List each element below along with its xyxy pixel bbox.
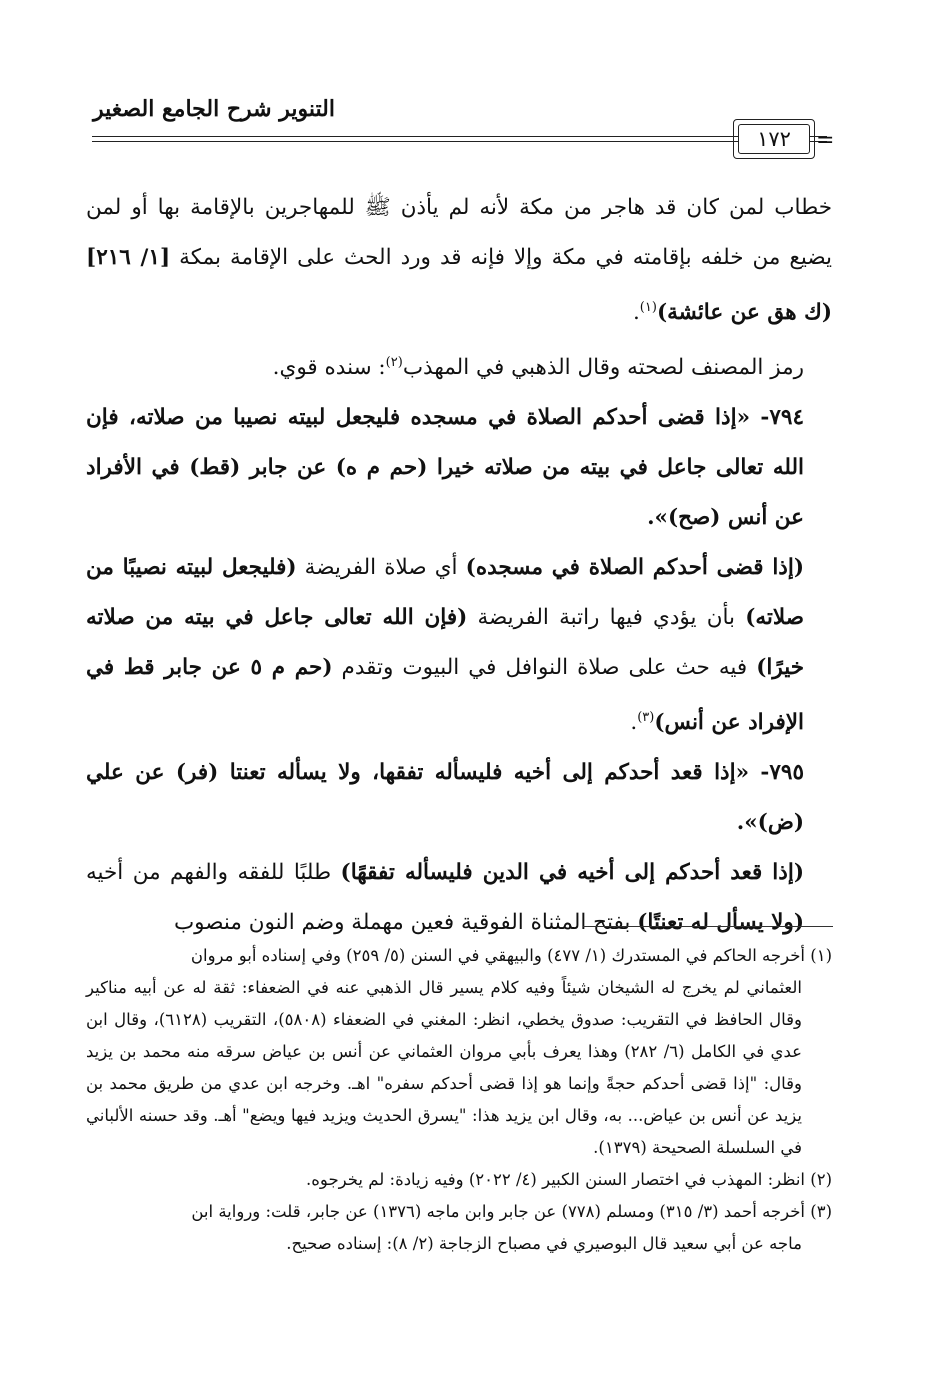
- matn-quote: (ولا يسأل له تعنتًا): [637, 910, 804, 936]
- commentary-794: (إذا قضى أحدكم الصلاة في مسجده) أي صلاة الفريضة (فليجعل لبيته نصيبًا من صلاته) بأن يؤدي فيها راتبة الفريضة (فإن الله تعالى جاعل في بيته من صلاته خيرًا) فيه حث على صلاة النوافل في البيوت وتقدم (حم م ٥ عن جابر قط في الإفراد عن أنس)$^{(٣)}$.: [86, 555, 805, 736]
- text-run: فيه حث على صلاة النوافل في البيوت وتقدم: [332, 655, 757, 681]
- hadith-795: ٧٩٥- «إذا قعد أحدكم إلى أخيه فليسأله تفقها، ولا يسأله تعنتا (فر) عن علي (ض)».: [86, 760, 804, 836]
- text-run: طلبًا للفقه والفهم من أخيه: [86, 860, 341, 886]
- text-run: أي صلاة الفريضة: [296, 555, 466, 581]
- footnote-ref[interactable]: (٢): [385, 355, 403, 371]
- footnote-1-continued: العثماني لم يخرج له الشيخان شيئاً وفيه كلام يسير قال الذهبي عنه في الضعفاء: ثقة له عن أبيه مناكير وقال الحافظ في التقريب: صدوق يخطي، انظر: المغني في الضعفاء (٥٨٠٨)، التقريب (٦١٢٨)، وقال ابن عدي في الكامل (٦/ ٢٨٢) وهذا يعرف بأبي مروان العثماني عن أنس بن عياض سرقه منه محمد بن يزيد وقال: "إذا قضى أحدكم حجةً وإنما هو إذا قضى أحدكم سفره" اهـ. وخرجه ابن عدي من طريق محمد بن يزيد عن أنس بن عياض... به، وقال ابن يزيد هذا: "يسرق الحديث ويزيد فيها ويضع" أهـ. وقد حسنه الألباني في السلسلة الصحيحة (١٣٧٩).: [86, 978, 802, 1157]
- header-rule-line: [92, 136, 827, 137]
- text-run: رمز المصنف لصحته وقال الذهبي في المهذب: [402, 355, 804, 381]
- matn-quote: (فإن الله تعالى جاعل في بيته من صلاته خيرًا): [86, 605, 804, 681]
- matn-quote: (فليجعل لبيته نصيبًا من صلاته): [86, 555, 804, 631]
- footnote-divider: [583, 926, 833, 927]
- footnote-3: (٣) أخرجه أحمد (٣/ ٣١٥) ومسلم (٧٧٨) عن جابر وابن ماجه (١٣٧٦) عن جابر، قلت: ورواية ابن: [191, 1202, 832, 1221]
- footnote-2: (٢) انظر: المهذب في اختصار السنن الكبير (٤/ ٢٠٢٢) وفيه زيادة: لم يخرجوه.: [306, 1170, 832, 1189]
- text-run: : سنده قوي.: [272, 355, 386, 381]
- footnote-ref[interactable]: (٣): [637, 710, 655, 726]
- footnote-ref[interactable]: (١): [639, 300, 657, 315]
- paragraph: خطاب لمن كان قد هاجر من مكة لأنه لم يأذن ﷺ للمهاجرين بالإقامة بها أو لمن يضيع من خلفه بإقامته في مكة وإلا فإنه قد ورد الحث على الإقامة بمكة [١/ ٢١٦] (ك هق عن عائشة)$^{(١)}$.: [86, 195, 832, 326]
- footnote-text: (١) أخرجه الحاكم في المستدرك (١/ ٤٧٧) والبيهقي في السنن (٥/ ٢٥٩) وفي إسناده أبو مروان: [190, 946, 832, 965]
- text-line: لمن يضيع من خلفه بإقامته في مكة وإلا فإنه قد ورد الحث على الإقامة بمكة: [86, 195, 832, 270]
- header-rule: [92, 130, 827, 150]
- footnote-3-continued: ماجه عن أبي سعيد قال البوصيري في مصباح الزجاجة (٢/ ٨): إسناده صحيح.: [286, 1234, 802, 1253]
- main-text: [86, 183, 832, 948]
- paragraph: [86, 338, 832, 393]
- text-line: [١/ ٢١٦] (ك هق عن عائشة): [86, 245, 832, 326]
- commentary-795: [86, 848, 832, 948]
- footnotes: [86, 940, 832, 1260]
- text-run: بفتح المثناة الفوقية فعين مهملة وضم النون منصوب: [173, 910, 638, 936]
- header-rule-line: [92, 141, 827, 142]
- footnote-1: [86, 940, 832, 972]
- matn-quote: (إذا قعد أحدكم إلى أخيه في الدين فليسأله تفقهًا): [340, 860, 804, 886]
- hadith-794: ٧٩٤- «إذا قضى أحدكم الصلاة في مسجده فليجعل لبيته نصيبا من صلاته، فإن الله تعالى جاعل في بيته من صلاته خيرا (حم م ه) عن جابر (قط) في الأفراد عن أنس (صح)».: [86, 405, 804, 531]
- running-header-title: التنوير شرح الجامع الصغير: [93, 96, 335, 122]
- matn-quote: (حم م ٥ عن جابر قط في الإفراد عن أنس): [86, 655, 804, 736]
- header-ornament: =: [816, 128, 835, 153]
- matn-quote: (إذا قضى أحدكم الصلاة في مسجده): [465, 555, 805, 581]
- text-line: خطاب لمن كان قد هاجر من مكة لأنه لم يأذن ﷺ للمهاجرين بالإقامة بها أو: [131, 195, 832, 220]
- text-run: بأن يؤدي فيها راتبة الفريضة: [467, 605, 746, 631]
- page-number: ١٧٢: [738, 124, 810, 154]
